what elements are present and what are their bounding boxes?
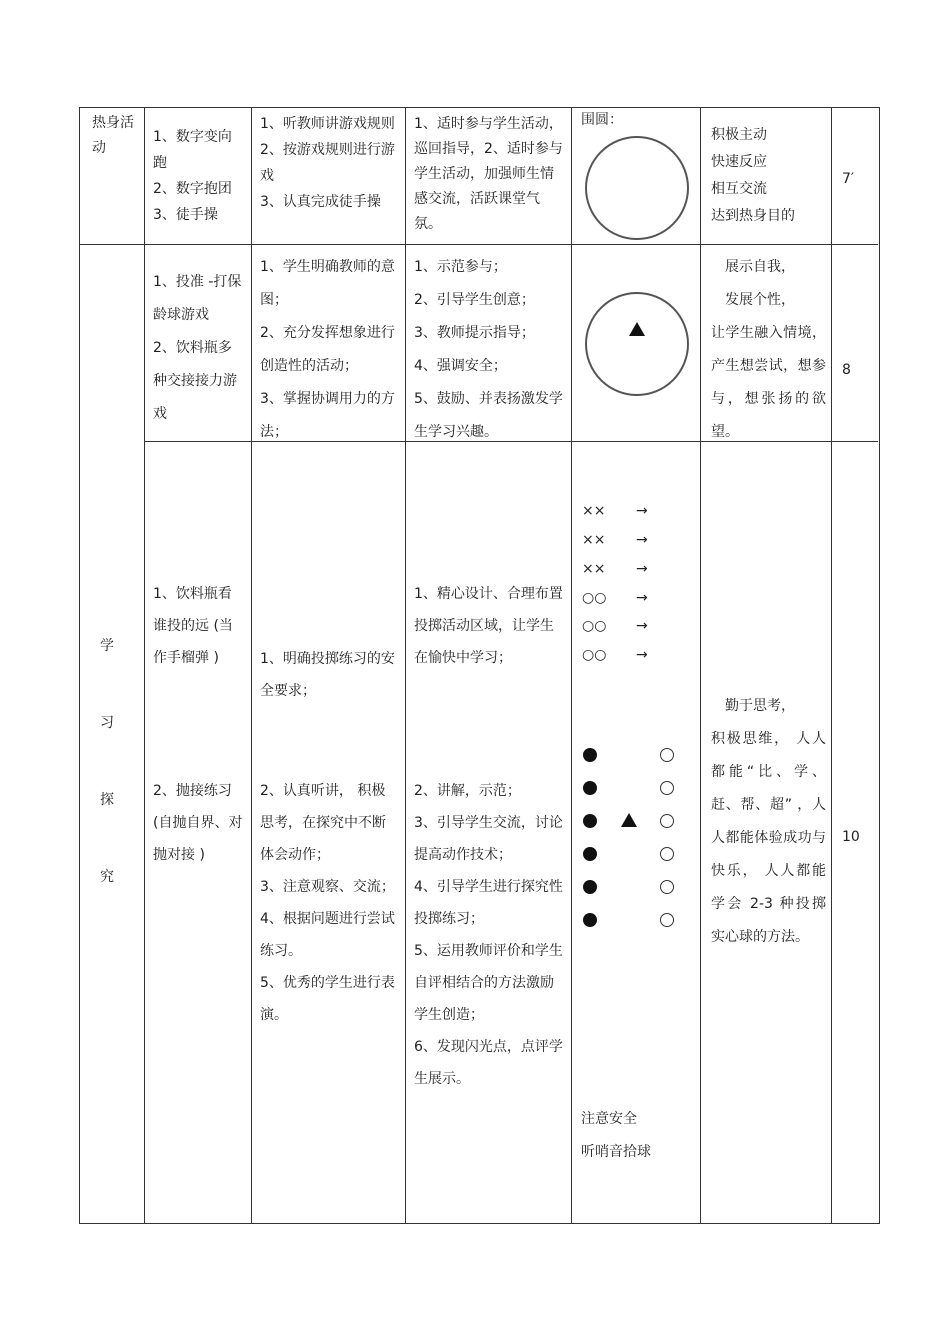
arrow-right-icon: → — [636, 503, 648, 519]
explore2-content-b: 2、抛接练习 (自抛自界、对抛对接 ) — [153, 783, 243, 863]
student-item: 4、根据问题进行尝试练习。 — [260, 911, 395, 959]
teacher-item: 3、引导学生交流，讨论提高动作技术； — [414, 815, 563, 863]
content-item: 1、数字变向跑 — [153, 129, 232, 171]
content-item: 2、饮料瓶多种交接接力游戏 — [153, 340, 237, 422]
goal-item: 勤于思考， — [725, 698, 795, 714]
col-divider — [405, 108, 406, 1223]
student-hollow-dot — [660, 814, 674, 828]
col-divider — [700, 108, 701, 1223]
student-filled-dot — [583, 814, 597, 828]
col-divider — [831, 108, 832, 1223]
arrow-right-icon: → — [636, 561, 648, 577]
goal-item: 达到热身目的 — [711, 208, 795, 224]
explore2-teacher-b — [414, 775, 564, 1095]
goal-item: 积极思维， 人人都能“比、学、赶、帮、超” ，人人都能体验成功与快乐， 人人都能学会 2-3 种投掷实心球的方法。 — [711, 731, 826, 945]
teacher-item: 4、引导学生进行探究性投掷练习； — [414, 879, 563, 927]
warmup-student — [260, 111, 400, 215]
row-divider — [80, 244, 878, 245]
student-hollow-dot — [660, 880, 674, 894]
formation-marks: ○○ — [582, 618, 607, 634]
student-filled-dot — [583, 880, 597, 894]
student-filled-dot — [583, 748, 597, 762]
teacher-item: 2、引导学生创意； — [414, 292, 535, 308]
teacher-item: 6、发现闪光点，点评学生展示。 — [414, 1039, 563, 1087]
section-label-explore — [100, 608, 120, 916]
arrow-right-icon: → — [636, 590, 648, 606]
teacher-item: 4、强调安全； — [414, 358, 507, 374]
student-hollow-dot — [660, 847, 674, 861]
student-item: 2、充分发挥想象进行创造性的活动； — [260, 325, 395, 374]
goal-item: 相互交流 — [711, 181, 767, 197]
teacher-item: 2、讲解，示范； — [414, 783, 521, 799]
note-item: 注意安全 — [581, 1111, 637, 1127]
student-item: 1、听教师讲游戏规则 — [260, 116, 395, 132]
warmup-time: 7′ — [842, 171, 855, 187]
warmup-content — [153, 124, 245, 228]
teacher-item: 3、教师提示指导； — [414, 325, 535, 341]
student-filled-dot — [583, 781, 597, 795]
col-divider — [144, 108, 145, 1223]
explore1-goal — [711, 251, 826, 449]
goal-item: 展示自我， — [725, 259, 795, 275]
section-char: 学 — [100, 638, 114, 654]
content-item: 1、投准 -打保龄球游戏 — [153, 274, 242, 323]
student-hollow-dot — [660, 748, 674, 762]
explore1-teacher — [414, 251, 564, 449]
teacher-item: 5、鼓励、并表扬激发学生学习兴趣。 — [414, 391, 563, 440]
goal-item: 快速反应 — [711, 154, 767, 170]
explore2-student-b — [260, 775, 398, 1031]
student-item: 2、认真听讲， 积极思考，在探究中不断体会动作； — [260, 783, 386, 863]
content-item: 2、数字抱团 — [153, 181, 232, 197]
explore2-time: 10 — [842, 829, 860, 845]
note-item: 听哨音拾球 — [581, 1144, 651, 1160]
formation-label: 围圆： — [581, 112, 623, 128]
safety-notes — [581, 1103, 691, 1169]
explore1-student — [260, 251, 398, 449]
goal-item: 让学生融入情境，产生想尝试，想参与，想张扬的欲望。 — [711, 325, 826, 440]
student-hollow-dot — [660, 781, 674, 795]
explore1-content — [153, 266, 245, 431]
warmup-goal — [711, 122, 826, 230]
arrow-right-icon: → — [636, 532, 648, 548]
student-item: 2、按游戏规则进行游戏 — [260, 142, 395, 184]
goal-item: 积极主动 — [711, 127, 767, 143]
warmup-teacher — [414, 112, 564, 237]
student-filled-dot — [583, 847, 597, 861]
formation-marks: ×× — [582, 561, 606, 577]
goal-item: 发展个性， — [725, 292, 795, 308]
student-item: 3、认真完成徒手操 — [260, 194, 381, 210]
formation-marks: ×× — [582, 532, 606, 548]
student-hollow-dot — [660, 913, 674, 927]
section-label-warmup: 热身活动 — [92, 115, 134, 156]
teacher-triangle-icon — [629, 322, 645, 336]
explore2-teacher-a: 1、精心设计、合理布置投掷活动区域，让学生在愉快中学习； — [414, 586, 563, 666]
explore1-time: 8 — [842, 362, 851, 378]
teacher-item: 5、运用教师评价和学生自评相结合的方法激励学生创造； — [414, 943, 563, 1023]
student-filled-dot — [583, 913, 597, 927]
teacher-item: 1、示范参与； — [414, 259, 507, 275]
student-item: 3、注意观察、交流； — [260, 879, 395, 895]
teacher-item: 1、适时参与学生活动，巡回指导， — [414, 116, 563, 157]
explore2-student-a: 1、明确投掷练习的安全要求； — [260, 651, 395, 699]
lesson-plan-table — [79, 107, 880, 1224]
col-divider — [251, 108, 252, 1223]
teacher-triangle-icon — [621, 813, 637, 827]
section-char: 探 — [100, 792, 114, 808]
arrow-right-icon: → — [636, 618, 648, 634]
content-item: 3、徒手操 — [153, 207, 218, 223]
circle-formation — [585, 292, 689, 396]
student-item: 3、掌握协调用力的方法； — [260, 391, 395, 440]
section-char: 习 — [100, 715, 114, 731]
student-item: 1、学生明确教师的意图； — [260, 259, 395, 308]
section-char: 究 — [100, 869, 114, 885]
explore2-content-a: 1、饮料瓶看谁投的远 (当作手榴弹 ) — [153, 586, 233, 666]
teacher-item: 2、适时参与学生活动，加强师生情感交流，活跃课堂气氛。 — [414, 141, 563, 232]
explore2-goal — [711, 690, 826, 954]
arrow-right-icon: → — [636, 647, 648, 663]
circle-formation — [585, 136, 689, 240]
formation-marks: ○○ — [582, 590, 607, 606]
formation-marks: ×× — [582, 503, 606, 519]
student-item: 5、优秀的学生进行表演。 — [260, 975, 395, 1023]
formation-marks: ○○ — [582, 647, 607, 663]
col-divider — [571, 108, 572, 1223]
